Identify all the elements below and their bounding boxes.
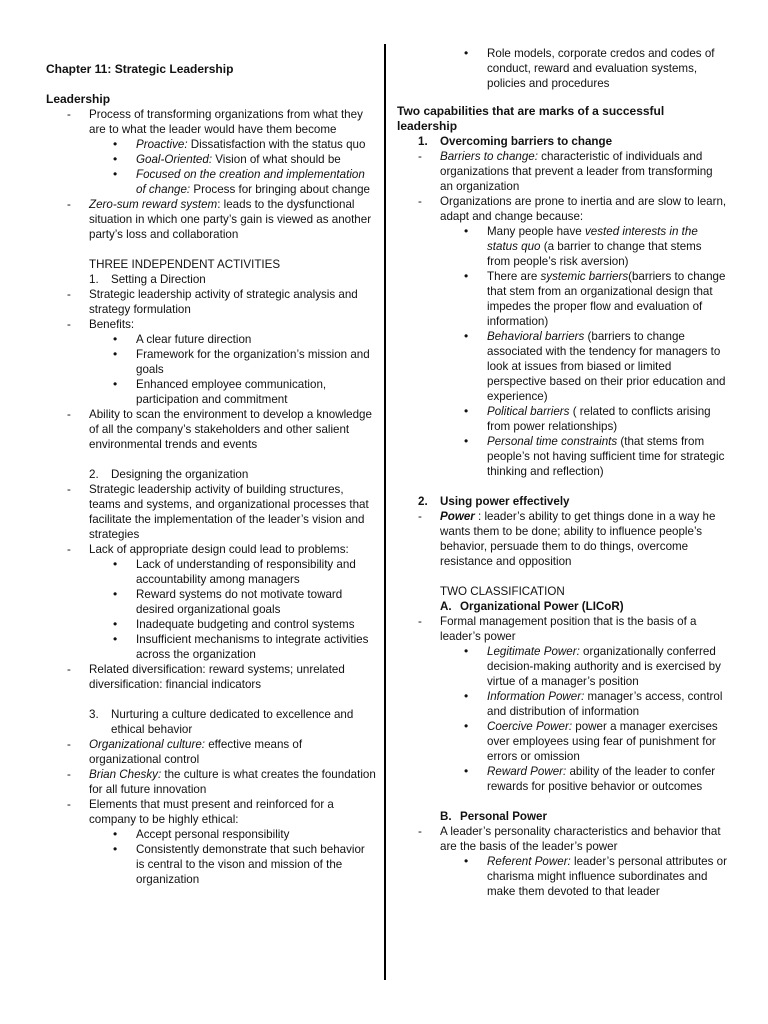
political-em: Political barriers xyxy=(487,405,570,418)
inertia-item: - Organizations are prone to inertia and are slow to learn, adapt and change because: xyxy=(397,194,727,224)
capability-2-heading xyxy=(397,494,727,509)
section-3-title: Nurturing a culture dedicated to excellence and ethical behavior xyxy=(111,708,354,736)
problem-item: • Insufficient mechanisms to integrate activities across the organization xyxy=(46,632,376,662)
section-1-number: 1. xyxy=(89,273,99,286)
element-item: • Consistently demonstrate that such behavior is central to the vison and mission of the organization xyxy=(46,842,376,887)
scan-item: - Ability to scan the environment to develop a knowledge of all the company’s stakeholders and other salient environmental trends and events xyxy=(46,407,376,452)
information-power-item xyxy=(397,689,727,719)
personal-power-heading xyxy=(397,809,727,824)
bullet-proactive xyxy=(46,137,376,152)
element-item: • Accept personal responsibility xyxy=(46,827,376,842)
section-2-definition: - Strategic leadership activity of building structures, teams and systems, and organizational processes that facilitate the implementation of the leader’s vision and strategies xyxy=(46,482,376,542)
zero-sum-label: Zero-sum reward system xyxy=(89,198,218,211)
culture-label: Organizational culture: xyxy=(89,738,205,751)
coercive-label: Coercive Power: xyxy=(487,720,573,733)
column-divider xyxy=(384,44,386,980)
coercive-text: power a manager exercises over employees using fear of punishment for errors or omission xyxy=(487,720,718,763)
section-1-heading xyxy=(46,272,376,287)
b-title: Personal Power xyxy=(460,810,547,823)
capability-2-number: 2. xyxy=(418,495,428,508)
section-1-title: Setting a Direction xyxy=(111,273,206,286)
formal-position-item: - Formal management position that is the basis of a leader’s power xyxy=(397,614,727,644)
organizational-culture-item xyxy=(46,737,376,767)
zero-sum-item xyxy=(46,197,376,242)
section-2-number: 2. xyxy=(89,468,99,481)
referent-label: Referent Power: xyxy=(487,855,571,868)
left-column xyxy=(46,0,376,887)
a-title: Organizational Power (LICoR) xyxy=(460,600,624,613)
benefit-item: • Enhanced employee communication, participation and commitment xyxy=(46,377,376,407)
power-item xyxy=(397,509,727,569)
systemic-barriers-item xyxy=(397,269,727,329)
two-classification-heading: TWO CLASSIFICATION xyxy=(440,585,565,598)
brian-chesky-item xyxy=(46,767,376,797)
lack-design-item: - Lack of appropriate design could lead to problems: xyxy=(46,542,376,557)
coercive-power-item xyxy=(397,719,727,764)
chesky-label: Brian Chesky: xyxy=(89,768,162,781)
zero-sum-text: : leads to the dysfunctional situation in which one party’s gain is viewed as another party’s loss and collaboration xyxy=(89,198,372,241)
vested-em: vested interests in the status quo xyxy=(487,225,698,253)
focused-text: Process for bringing about change xyxy=(190,183,370,196)
personal-time-item xyxy=(397,434,727,479)
section-3-number: 3. xyxy=(89,708,99,721)
reward-text: ability of the leader to confer rewards for positive behavior or outcomes xyxy=(487,765,716,793)
referent-power-item xyxy=(397,854,727,899)
problem-item: • Reward systems do not motivate toward desired organizational goals xyxy=(46,587,376,617)
a-letter: A. xyxy=(440,600,452,613)
political-barriers-item xyxy=(397,404,727,434)
info-label: Information Power: xyxy=(487,690,585,703)
legit-label: Legitimate Power: xyxy=(487,645,580,658)
systemic-pre: There are xyxy=(487,270,541,283)
benefit-item: • Framework for the organization’s mission and goals xyxy=(46,347,376,377)
leadership-definition: - Process of transforming organizations from what they are to what the leader would have them become xyxy=(46,107,376,137)
role-models-item: • Role models, corporate credos and codes of conduct, reward and evaluation systems, policies and procedures xyxy=(397,46,727,91)
chapter-title: Chapter 11: Strategic Leadership xyxy=(46,62,234,76)
three-activities-heading: THREE INDEPENDENT ACTIVITIES xyxy=(89,258,281,271)
personality-item: - A leader’s personality characteristics and behavior that are the basis of the leader’s power xyxy=(397,824,727,854)
reward-power-item xyxy=(397,764,727,794)
behavioral-em: Behavioral barriers xyxy=(487,330,585,343)
power-text: : leader’s ability to get things done in a way he wants them to be done; ability to influence people’s behavior, persuade them to do things, overcome resistance and opposition xyxy=(440,510,716,568)
barriers-text: characteristic of individuals and organizations that prevent a leader from transforming an organization xyxy=(440,150,713,193)
bullet-goal-oriented xyxy=(46,152,376,167)
capability-2-title: Using power effectively xyxy=(440,495,570,508)
section-2-title: Designing the organization xyxy=(111,468,249,481)
leadership-heading: Leadership xyxy=(46,92,111,106)
benefit-item: • A clear future direction xyxy=(46,332,376,347)
b-letter: B. xyxy=(440,810,452,823)
organizational-power-heading xyxy=(397,599,727,614)
capability-1-heading xyxy=(397,134,727,149)
goal-text: Vision of what should be xyxy=(212,153,341,166)
vested-interests-item xyxy=(397,224,727,269)
proactive-text: Dissatisfaction with the status quo xyxy=(187,138,366,151)
reward-label: Reward Power: xyxy=(487,765,567,778)
proactive-label: Proactive: xyxy=(136,138,188,151)
problem-item: • Lack of understanding of responsibility and accountability among managers xyxy=(46,557,376,587)
focused-label: Focused on the creation and implementation of change: xyxy=(136,168,365,196)
referent-text: leader’s personal attributes or charisma might influence subordinates and make them devoted to that leader xyxy=(487,855,727,898)
personal-post: (that stems from people’s not having sufficient time for strategic thinking and reflection) xyxy=(487,435,725,478)
section-3-heading xyxy=(46,707,376,737)
systemic-em: systemic barriers xyxy=(540,270,629,283)
two-capabilities-heading: Two capabilities that are marks of a successful leadership xyxy=(397,104,665,133)
ethical-elements-item: - Elements that must present and reinforced for a company to be highly ethical: xyxy=(46,797,376,827)
info-text: manager’s access, control and distribution of information xyxy=(487,690,723,718)
problem-item: • Inadequate budgeting and control systems xyxy=(46,617,376,632)
right-column xyxy=(397,0,727,899)
systemic-post: (barriers to change that stem from an organizational design that impedes the proper flow and evaluation of information) xyxy=(487,270,726,328)
vested-pre: Many people have xyxy=(487,225,585,238)
chesky-text: the culture is what creates the foundation for all future innovation xyxy=(89,768,376,796)
related-diversification-item: - Related diversification: reward systems; unrelated diversification: financial indicators xyxy=(46,662,376,692)
barriers-label: Barriers to change: xyxy=(440,150,538,163)
barriers-to-change-item xyxy=(397,149,727,194)
benefits-label: - Benefits: xyxy=(46,317,376,332)
vested-post: (a barrier to change that stems from people’s risk aversion) xyxy=(487,240,702,268)
power-label: Power xyxy=(440,510,475,523)
legit-text: organizationally conferred decision-making authority and is exercised by virtue of a manager’s position xyxy=(487,645,721,688)
section-1-definition: - Strategic leadership activity of strategic analysis and strategy formulation xyxy=(46,287,376,317)
culture-text: effective means of organizational control xyxy=(89,738,303,766)
bullet-focused xyxy=(46,167,376,197)
capability-1-title: Overcoming barriers to change xyxy=(440,135,613,148)
behavioral-barriers-item xyxy=(397,329,727,404)
section-2-heading xyxy=(46,467,376,482)
legitimate-power-item xyxy=(397,644,727,689)
personal-em: Personal time constraints xyxy=(487,435,618,448)
behavioral-post: (barriers to change associated with the tendency for managers to look at issues from biased or limited perspective based on their prior education and experience) xyxy=(487,330,726,403)
goal-label: Goal-Oriented: xyxy=(136,153,213,166)
capability-1-number: 1. xyxy=(418,135,428,148)
political-post: ( related to conflicts arising from power relationships) xyxy=(487,405,711,433)
